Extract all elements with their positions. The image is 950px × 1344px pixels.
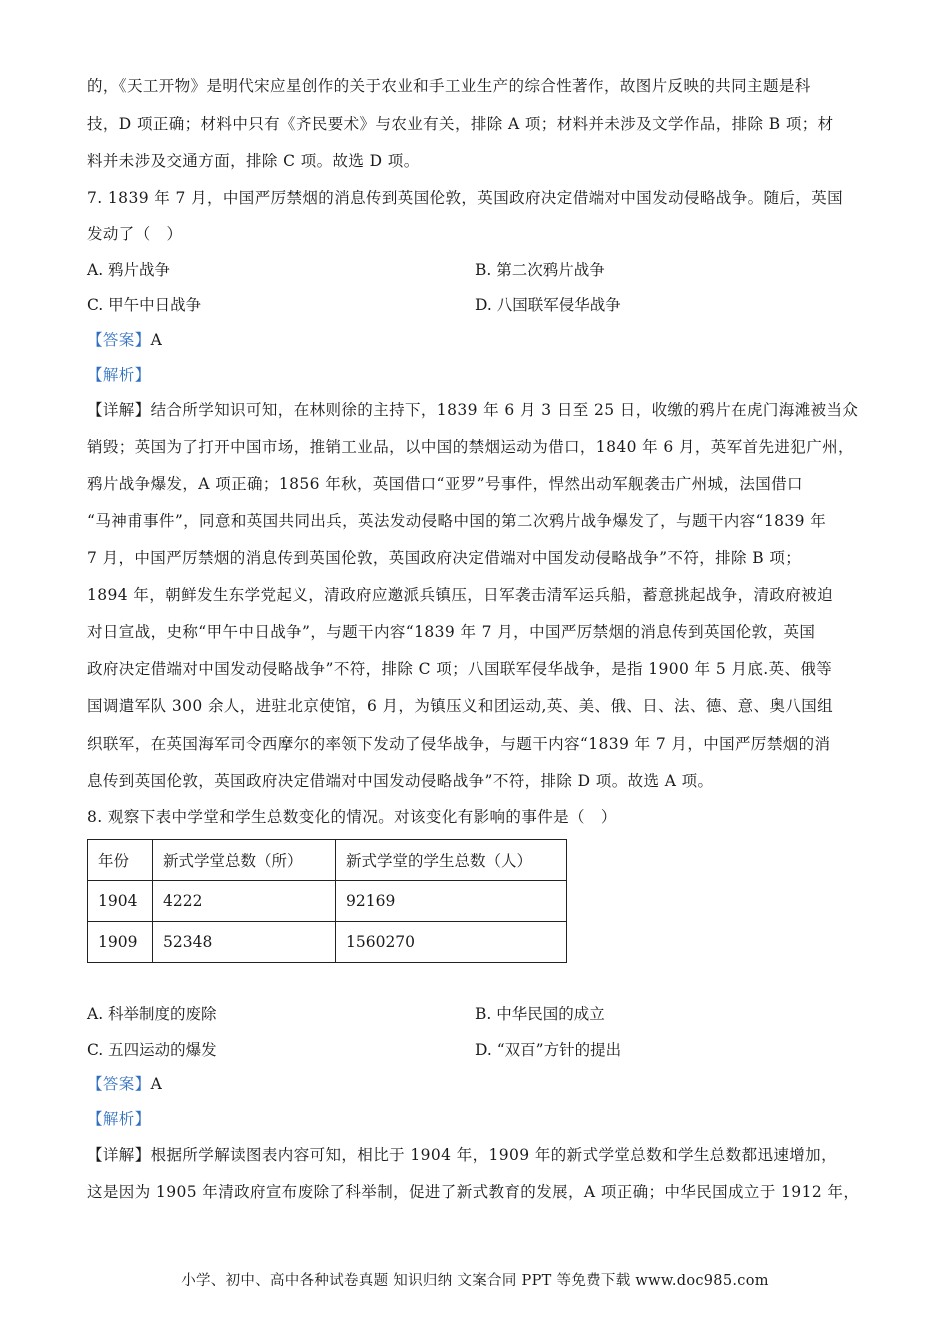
analysis-tag: 【解析】 [87,366,151,384]
q8-stem: 8. 观察下表中学堂和学生总数变化的情况。对该变化有影响的事件是（ ） [87,808,617,826]
body-line: 料并未涉及交通方面，排除 C 项。故选 D 项。 [87,152,420,170]
q7-option-b: B. 第二次鸦片战争 [475,261,605,279]
page-footer: 小学、初中、高中各种试卷真题 知识归纳 文案合同 PPT 等免费下载 www.doc985.com [181,1273,769,1289]
table-header-cell: 新式学堂的学生总数（人） [336,840,567,881]
q7-detail-line: 7 月，中国严厉禁烟的消息传到英国伦敦，英国政府决定借端对中国发动侵略战争”不符，排除 B 项； [87,549,802,567]
q7-detail-line: 鸦片战争爆发，A 项正确；1856 年秋，英国借口“亚罗”号事件，悍然出动军舰袭击广州城，法国借口 [87,475,803,493]
q7-detail-line: 息传到英国伦敦，英国政府决定借端对中国发动侵略战争”不符，排除 D 项。故选 A 项。 [87,772,714,790]
q7-detail-line: “马神甫事件”，同意和英国共同出兵，英法发动侵略中国的第二次鸦片战争爆发了，与题干内容“1839 年 [87,512,827,530]
q7-detail-line: 对日宣战，史称“甲午中日战争”，与题干内容“1839 年 7 月，中国严厉禁烟的消息传到英国伦敦，英国 [87,623,816,641]
table-cell: 1909 [88,922,153,963]
table-header-cell: 年份 [88,840,153,881]
q8-answer [87,1073,877,1095]
q7-answer [87,329,877,351]
table-header-cell: 新式学堂总数（所） [153,840,336,881]
school-statistics-table [87,839,567,963]
answer-value: A [150,331,163,349]
table-cell: 1560270 [336,922,567,963]
answer-tag: 【答案】 [87,331,151,349]
detail-tag: 【详解】 [87,401,151,419]
detail-text: 根据所学解读图表内容可知，相比于 1904 年，1909 年的新式学堂总数和学生总数都迅速增加， [150,1146,837,1164]
q8-option-c: C. 五四运动的爆发 [87,1041,217,1059]
detail-text: 结合所学知识可知，在林则徐的主持下，1839 年 6 月 3 日至 25 日，收缴的鸦片在虎门海滩被当众 [150,401,859,419]
body-line: 的，《天工开物》是明代宋应星创作的关于农业和手工业生产的综合性著作，故图片反映的共同主题是科 [87,77,811,95]
q7-detail-line: 国调遣军队 300 余人，进驻北京使馆，6 月，为镇压义和团运动,英、美、俄、日、法、德、意、奥八国组 [87,697,834,715]
answer-value: A [150,1075,163,1093]
table-header-row [88,840,567,881]
detail-tag: 【详解】 [87,1146,151,1164]
table-cell: 92169 [336,881,567,922]
q7-detail-line: 销毁；英国为了打开中国市场，推销工业品，以中国的禁烟运动为借口，1840 年 6 月，英军首先进犯广州， [87,438,854,456]
answer-tag: 【答案】 [87,1075,151,1093]
q7-detail-line: 织联军，在英国海军司令西摩尔的率领下发动了侵华战争，与题干内容“1839 年 7 月，中国严厉禁烟的消 [87,735,831,753]
q7-analysis [87,364,877,386]
q8-option-b: B. 中华民国的成立 [475,1005,605,1023]
q7-detail-line: 1894 年，朝鲜发生东学党起义，清政府应邀派兵镇压，日军袭击清军运兵船，蓄意挑起战争，清政府被迫 [87,586,833,604]
table-row [88,881,567,922]
table-row [88,922,567,963]
q8-analysis [87,1108,877,1130]
q8-option-d: D. “双百”方针的提出 [475,1041,622,1059]
q7-detail-line: 政府决定借端对中国发动侵略战争”不符，排除 C 项；八国联军侵华战争，是指 1900 年 5 月底.英、俄等 [87,660,833,678]
q7-detail-line [87,399,877,421]
table-cell: 4222 [153,881,336,922]
q7-option-d: D. 八国联军侵华战争 [475,296,621,314]
body-line: 技，D 项正确；材料中只有《齐民要术》与农业有关，排除 A 项；材料并未涉及文学作品，排除 B 项；材 [87,115,834,133]
q7-option-a: A. 鸦片战争 [87,261,171,279]
q7-stem-line: 发动了（ ） [87,225,183,243]
q8-detail-line [87,1144,877,1166]
q8-detail-line: 这是因为 1905 年清政府宣布废除了科举制，促进了新式教育的发展，A 项正确；中华民国成立于 1912 年， [87,1183,860,1201]
table-cell: 52348 [153,922,336,963]
q7-option-c: C. 甲午中日战争 [87,296,202,314]
table-cell: 1904 [88,881,153,922]
analysis-tag: 【解析】 [87,1110,151,1128]
q7-stem-line: 7. 1839 年 7 月，中国严厉禁烟的消息传到英国伦敦，英国政府决定借端对中国发动侵略战争。随后，英国 [87,189,844,207]
q8-option-a: A. 科举制度的废除 [87,1005,217,1023]
